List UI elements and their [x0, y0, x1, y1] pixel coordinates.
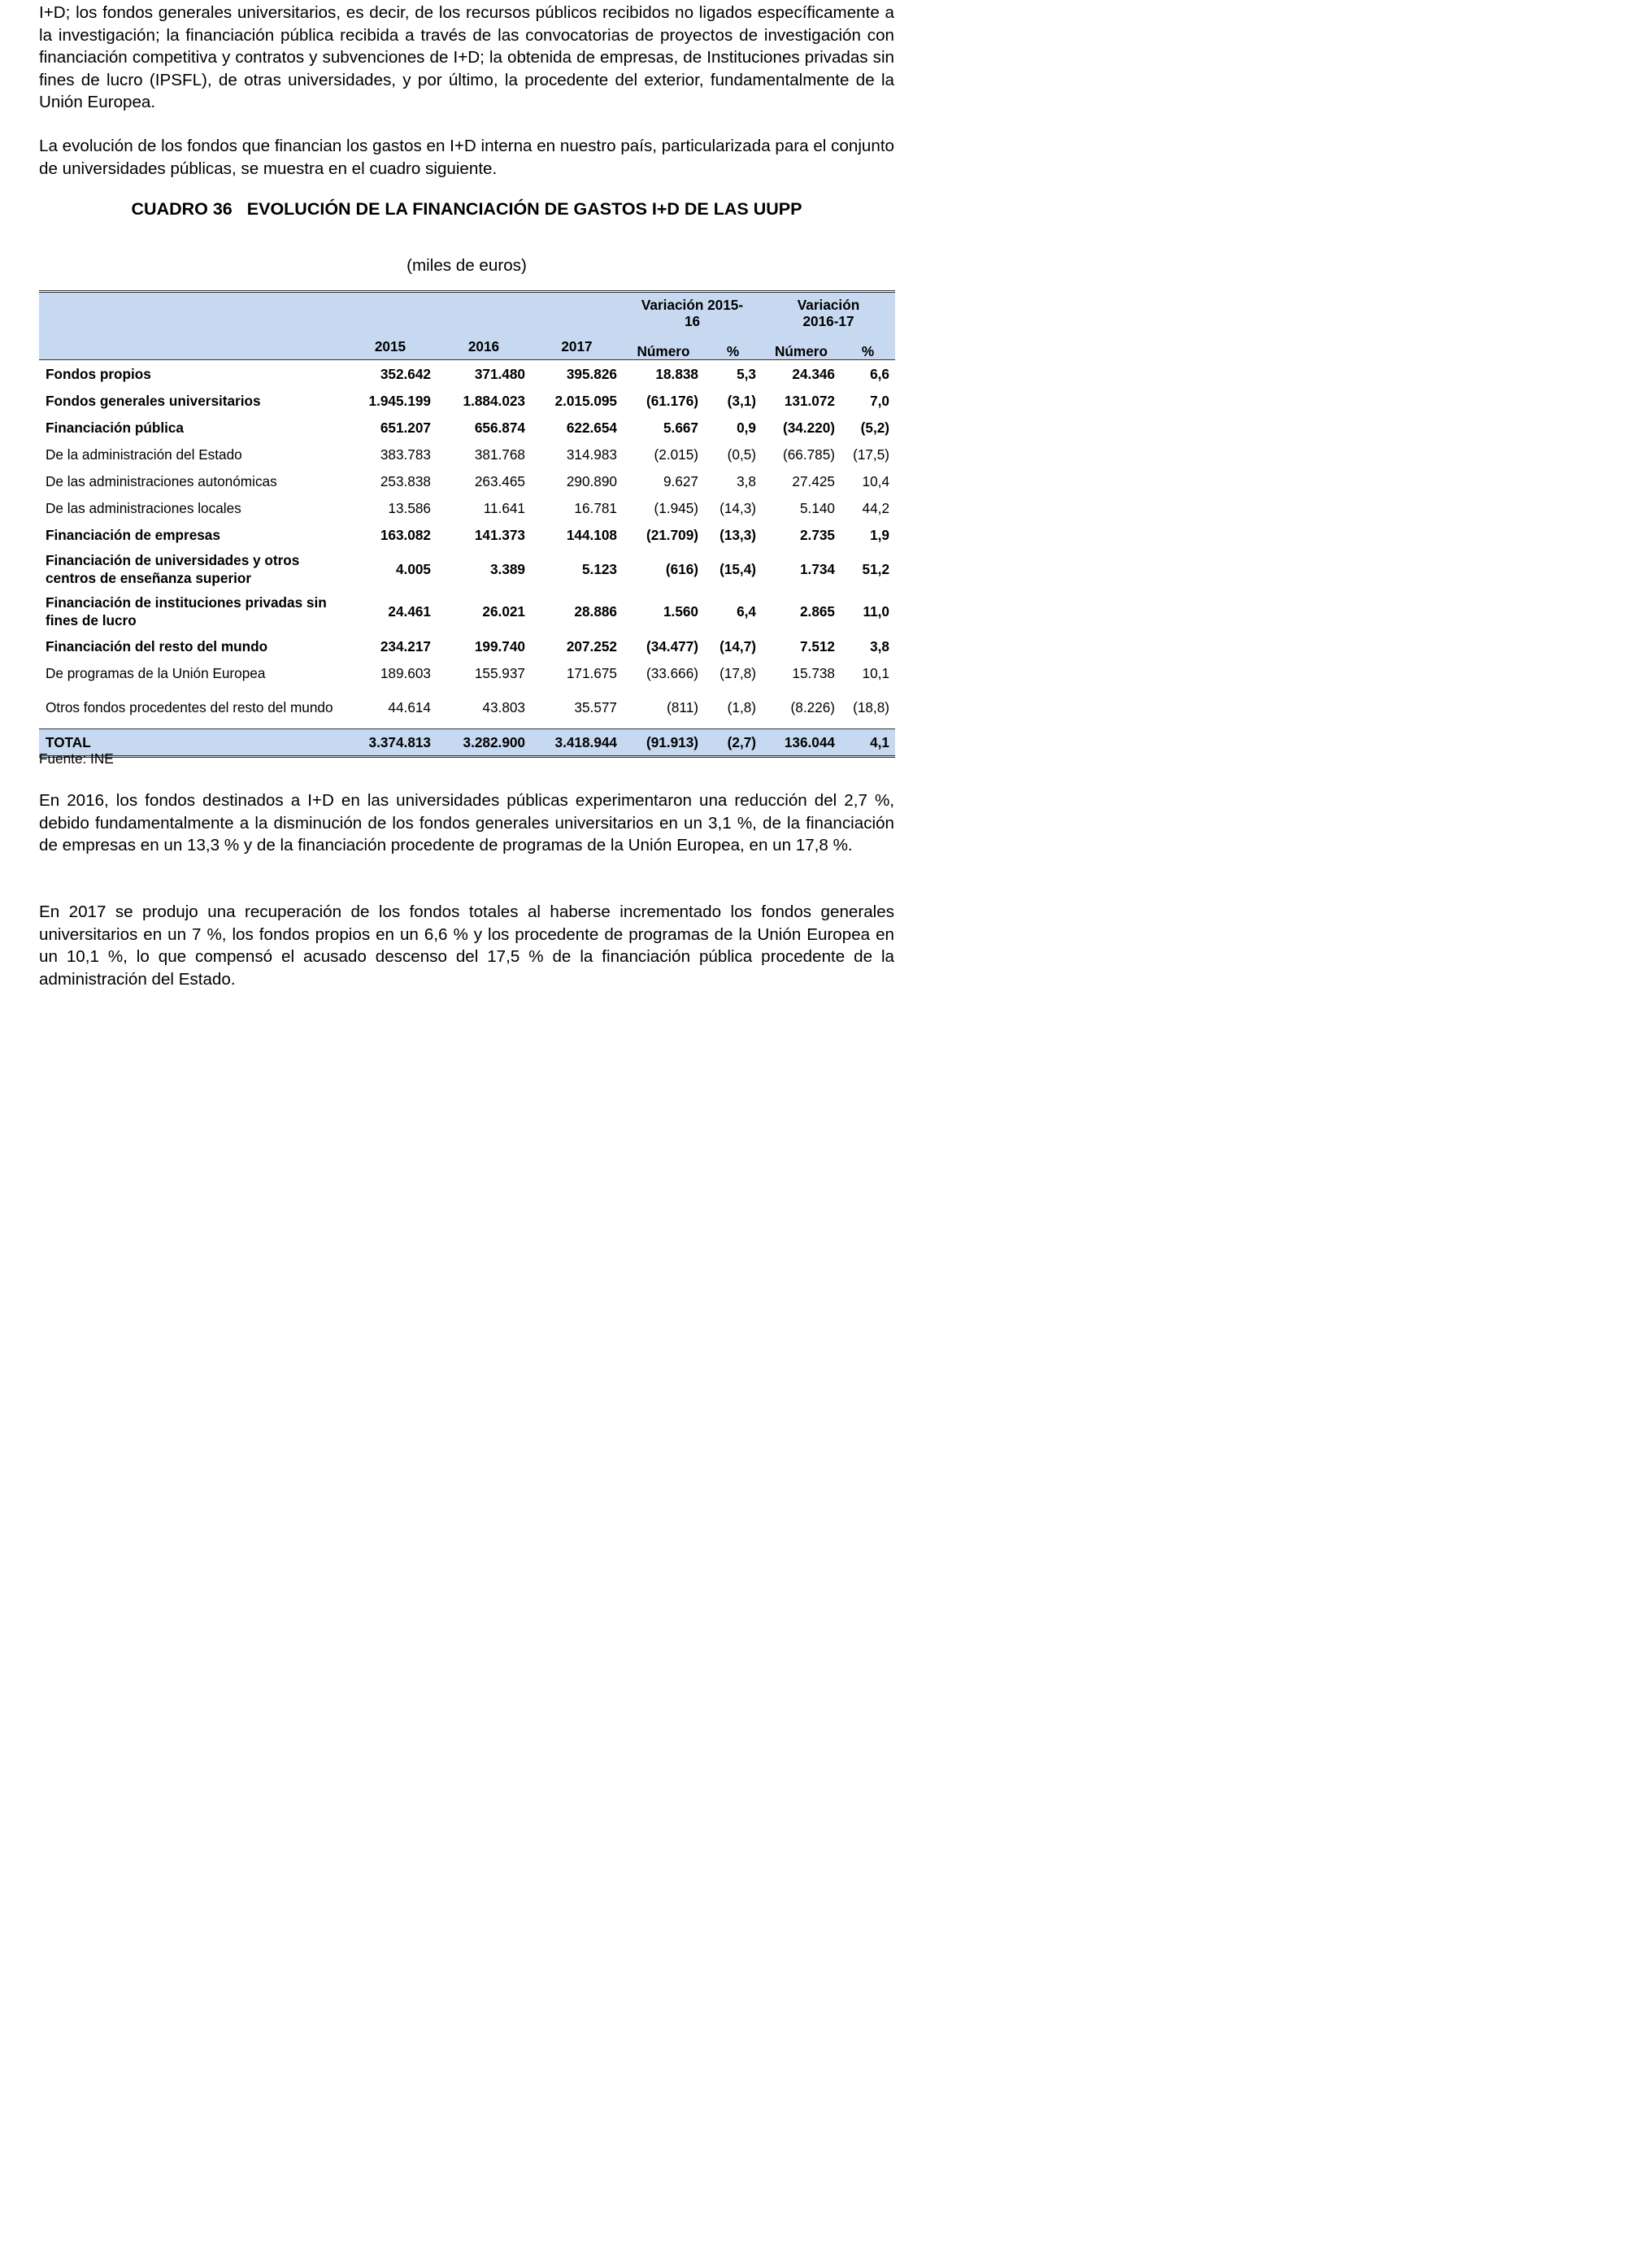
- row-value: 2.735: [799, 526, 835, 543]
- row-value: (3,1): [727, 392, 756, 409]
- row-value: 51,2: [862, 561, 889, 577]
- row-value: (66.785): [782, 446, 835, 463]
- row-value: 15.738: [792, 664, 835, 681]
- row-value: (2.015): [654, 446, 698, 463]
- row-value: 27.425: [792, 472, 835, 489]
- total-value: 3.282.900: [437, 729, 531, 757]
- header-col: 2017: [531, 333, 623, 360]
- total-value: (91.913): [623, 729, 704, 757]
- row-value: (14,7): [719, 637, 756, 654]
- row-value: 24.461: [388, 603, 431, 620]
- table-row: [39, 494, 895, 521]
- row-value: 1,9: [870, 526, 889, 543]
- row-value: 6,6: [870, 365, 889, 382]
- row-value: (34.220): [782, 419, 835, 436]
- row-value: 171.675: [566, 664, 617, 681]
- row-value: 199.740: [474, 637, 525, 654]
- row-value: 155.937: [474, 664, 525, 681]
- total-label: TOTAL: [39, 729, 344, 757]
- row-value: 1.945.199: [368, 392, 431, 409]
- row-label: Financiación de universidades y otros centros de enseñanza superior: [46, 552, 300, 586]
- row-value: 189.603: [380, 664, 431, 681]
- row-value: (5,2): [860, 419, 889, 436]
- row-value: 35.577: [574, 699, 617, 715]
- row-value: 2.015.095: [554, 392, 617, 409]
- row-label: Financiación de empresas: [46, 526, 220, 543]
- row-label: De las administraciones autonómicas: [46, 472, 277, 489]
- row-value: 144.108: [566, 526, 617, 543]
- row-label: Financiación del resto del mundo: [46, 637, 268, 654]
- row-label: De programas de la Unión Europea: [46, 664, 266, 681]
- row-value: 44.614: [388, 699, 431, 715]
- row-value: (0,5): [727, 446, 756, 463]
- row-value: 383.783: [380, 446, 431, 463]
- row-value: 24.346: [792, 365, 835, 382]
- row-value: 3.389: [489, 561, 525, 577]
- row-value: (61.176): [646, 392, 698, 409]
- row-value: 1.734: [799, 561, 835, 577]
- table-row: [39, 467, 895, 494]
- row-value: 44,2: [862, 499, 889, 516]
- row-value: 253.838: [380, 472, 431, 489]
- total-row: [39, 729, 895, 757]
- row-value: 3,8: [737, 472, 756, 489]
- row-value: (17,5): [853, 446, 889, 463]
- row-value: 0,9: [737, 419, 756, 436]
- row-value: 4.005: [395, 561, 431, 577]
- table-row: [39, 548, 895, 590]
- row-value: (8.226): [790, 699, 835, 715]
- row-value: 234.217: [380, 637, 431, 654]
- row-value: 651.207: [380, 419, 431, 436]
- row-label: Otros fondos procedentes del resto del mundo: [46, 699, 333, 715]
- total-value: 4,1: [841, 729, 895, 757]
- row-value: 5.140: [799, 499, 835, 516]
- header-col: 2016: [437, 333, 531, 360]
- total-value: 3.374.813: [344, 729, 437, 757]
- row-value: 314.983: [566, 446, 617, 463]
- table-intro-paragraph: La evolución de los fondos que financian los gastos en I+D interna en nuestro país, particularizada para el conjunto de universidades públicas, se muestra en el cuadro siguiente.: [39, 137, 894, 178]
- row-label: Fondos generales universitarios: [46, 392, 261, 409]
- row-value: (33.666): [646, 664, 698, 681]
- row-value: (13,3): [719, 526, 756, 543]
- row-value: 141.373: [474, 526, 525, 543]
- row-value: 290.890: [566, 472, 617, 489]
- row-value: 10,4: [862, 472, 889, 489]
- header-col: Número: [762, 333, 841, 360]
- row-value: (18,8): [853, 699, 889, 715]
- row-value: 263.465: [474, 472, 525, 489]
- row-value: 207.252: [566, 637, 617, 654]
- row-value: (616): [665, 561, 698, 577]
- table-unit: (miles de euros): [406, 256, 527, 275]
- header-blank: [39, 292, 344, 334]
- intro-paragraph: I+D; los fondos generales universitarios, es decir, de los recursos públicos recibidos no ligados específicamente a la investigación; la financiación pública recibida a través de las convocatorias de proyectos de investigación con financiación competitiva y contratos y subvenciones de I+D; la obtenida de empresas, de Instituciones privadas sin fines de lucro (IPSFL), de otras universidades, y por último, la procedente del exterior, fundamentalmente de la Unión Europea.: [39, 3, 894, 112]
- table-row: [39, 686, 895, 729]
- row-value: 381.768: [474, 446, 525, 463]
- row-value: (15,4): [719, 561, 756, 577]
- row-label: Financiación de instituciones privadas sin fines de lucro: [46, 594, 327, 628]
- header-row-columns: [39, 333, 895, 360]
- row-value: 26.021: [482, 603, 525, 620]
- header-blank: [344, 292, 437, 334]
- table-row: [39, 659, 895, 686]
- row-value: 10,1: [862, 664, 889, 681]
- header-blank: [437, 292, 531, 334]
- table-row: [39, 414, 895, 441]
- row-value: 7.512: [799, 637, 835, 654]
- row-value: (21.709): [646, 526, 698, 543]
- header-variation-2016-17: Variación 2016-17: [762, 292, 895, 334]
- header-col: %: [704, 333, 762, 360]
- table-row: [39, 590, 895, 633]
- header-col: Número: [623, 333, 704, 360]
- row-value: 5.123: [581, 561, 617, 577]
- funding-table: [39, 290, 895, 758]
- row-value: 9.627: [663, 472, 698, 489]
- table-number: CUADRO 36: [131, 199, 233, 219]
- row-value: 6,4: [737, 603, 756, 620]
- total-value: 3.418.944: [531, 729, 623, 757]
- table-row: [39, 387, 895, 414]
- header-blank: [531, 292, 623, 334]
- row-value: 395.826: [566, 365, 617, 382]
- row-value: 11,0: [863, 603, 889, 620]
- row-value: 18.838: [655, 365, 698, 382]
- table-body: [39, 360, 895, 757]
- row-value: 11.641: [483, 499, 525, 516]
- row-value: 43.803: [482, 699, 525, 715]
- table-row: [39, 360, 895, 388]
- header-blank: [39, 333, 344, 360]
- row-value: 1.560: [663, 603, 698, 620]
- table-caption: [39, 199, 894, 220]
- row-value: 5,3: [737, 365, 756, 382]
- row-value: (34.477): [646, 637, 698, 654]
- row-value: (1,8): [727, 699, 756, 715]
- row-value: 371.480: [474, 365, 525, 382]
- row-value: 352.642: [380, 365, 431, 382]
- row-label: De la administración del Estado: [46, 446, 242, 463]
- row-value: 28.886: [574, 603, 617, 620]
- total-value: (2,7): [704, 729, 762, 757]
- row-label: Financiación pública: [46, 419, 184, 436]
- row-label: Fondos propios: [46, 365, 151, 382]
- row-value: (14,3): [719, 499, 756, 516]
- row-label: De las administraciones locales: [46, 499, 241, 516]
- header-row-groups: [39, 292, 895, 334]
- header-col: 2015: [344, 333, 437, 360]
- row-value: 7,0: [870, 392, 889, 409]
- table-row: [39, 633, 895, 659]
- table-row: [39, 521, 895, 548]
- row-value: 13.586: [388, 499, 431, 516]
- header-col: %: [841, 333, 895, 360]
- row-value: (17,8): [719, 664, 756, 681]
- row-value: (811): [667, 699, 698, 715]
- row-value: 131.072: [784, 392, 835, 409]
- analysis-paragraph-2017: En 2017 se produjo una recuperación de los fondos totales al haberse incrementado los fondos generales universitarios en un 7 %, los fondos propios en un 6,6 % y los procedente de programas de la Unión Europea en un 10,1 %, lo que compensó el acusado descenso del 17,5 % de la financiación pública procedente de la administración del Estado.: [39, 902, 894, 989]
- row-value: 622.654: [566, 419, 617, 436]
- header-variation-2015-16: Variación 2015-16: [623, 292, 762, 334]
- analysis-paragraph-2016: En 2016, los fondos destinados a I+D en las universidades públicas experimentaron una reducción del 2,7 %, debido fundamentalmente a la disminución de los fondos generales universitarios en un 3,1 %, de la financiación de empresas en un 13,3 % y de la financiación procedente de programas de la Unión Europea, en un 17,8 %.: [39, 791, 894, 855]
- row-value: 163.082: [380, 526, 431, 543]
- table-title: EVOLUCIÓN DE LA FINANCIACIÓN DE GASTOS I+D DE LAS UUPP: [246, 199, 802, 219]
- total-value: 136.044: [762, 729, 841, 757]
- row-value: 1.884.023: [463, 392, 525, 409]
- row-value: 3,8: [870, 637, 889, 654]
- table-row: [39, 441, 895, 467]
- row-value: 16.781: [574, 499, 617, 516]
- row-value: 656.874: [474, 419, 525, 436]
- row-value: 2.865: [799, 603, 835, 620]
- row-value: (1.945): [654, 499, 698, 516]
- table-source: Fuente: INE: [39, 750, 114, 767]
- row-value: 5.667: [663, 419, 698, 436]
